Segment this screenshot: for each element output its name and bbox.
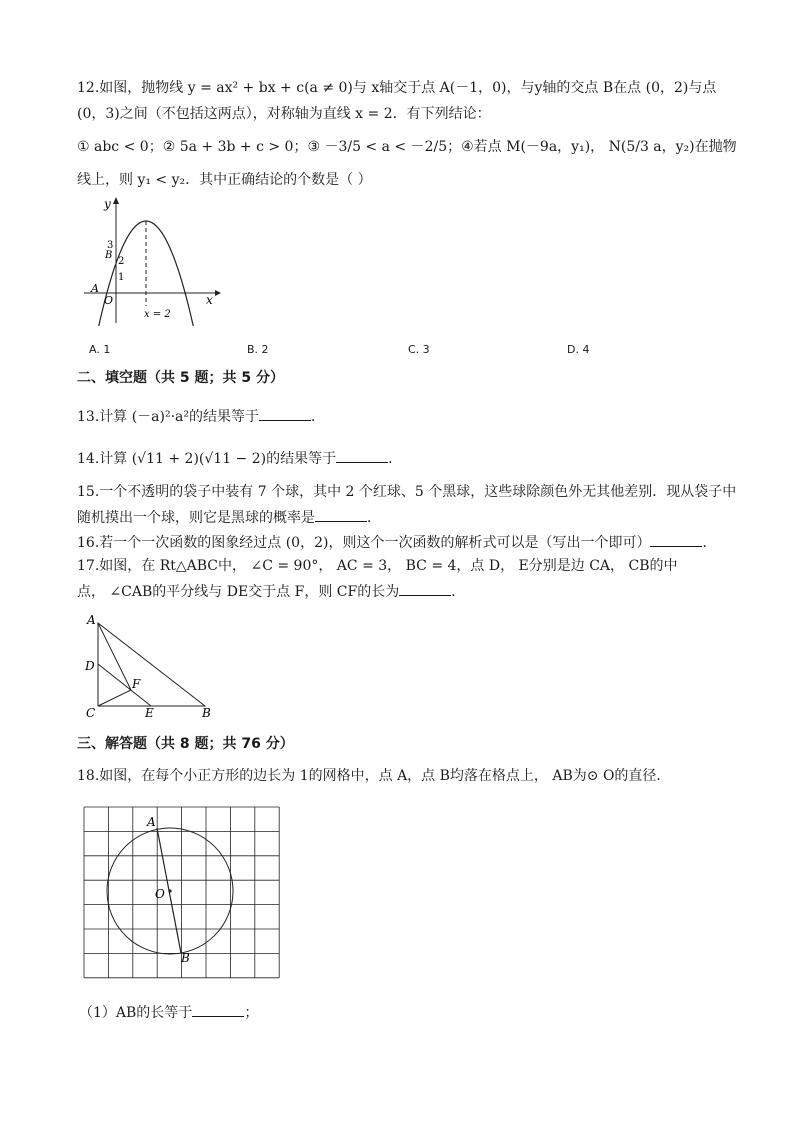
q18-sub1-text: （1）AB的长等于	[79, 1005, 193, 1021]
tick-3-label: 3	[107, 240, 114, 251]
q16-end: ．	[702, 535, 717, 551]
q17-end: ．	[451, 584, 466, 600]
tick-1-label: 1	[118, 272, 125, 283]
q12-line4: 线上，则 y₁ < y₂．其中正确结论的个数是（ ）	[77, 172, 372, 188]
q17-line2	[77, 581, 465, 602]
q13-answer-blank[interactable]	[259, 406, 311, 421]
point-b-label: B	[105, 250, 113, 261]
q18-text: 18.如图，在每个小正方形的边长为 1的网格中，点 A，点 B均落在格点上， AB为⊙ O的直径．	[77, 768, 671, 784]
q15-answer-blank[interactable]	[315, 507, 367, 522]
q16-text: 16.若一个一次函数的图象经过点 (0，2)，则这个一次函数的解析式可以是（写出一个即可）	[77, 535, 651, 551]
label-b: B	[181, 951, 190, 965]
q13-text: 13.计算 (－a)²·a²的结果等于	[77, 409, 260, 425]
q18-sub1	[79, 1002, 258, 1023]
q14-end: ．	[388, 451, 403, 467]
q12-parabola-graph	[82, 196, 222, 326]
q12-line2: (0，3)之间（不包括这两点），对称轴为直线 x = 2．有下列结论：	[77, 106, 491, 122]
q15-line1: 15.一个不透明的袋子中装有 7 个球，其中 2 个红球、5 个黑球，这些球除颜色外无其他差别．现从袋子中	[77, 484, 737, 500]
q13	[77, 406, 325, 427]
label-c: C	[86, 706, 96, 720]
tick-2-label: 2	[118, 256, 125, 267]
label-d: D	[85, 659, 95, 673]
q15-end: ．	[367, 510, 381, 526]
label-e: E	[145, 706, 154, 720]
q15-text: 随机摸出一个球，则它是黑球的概率是	[77, 510, 315, 526]
q14-text: 14.计算 (√11 + 2)(√11 − 2)的结果等于	[77, 451, 337, 467]
origin-label: O	[104, 294, 114, 307]
q17-line1: 17.如图，在 Rt△ABC中， ∠C = 90°， AC = 3， BC = 4，点 D， E分别是边 CA， CB的中	[77, 558, 678, 574]
label-a: A	[87, 613, 96, 627]
axis-of-symmetry-label: x = 2	[144, 309, 171, 320]
q15-line2	[77, 507, 381, 528]
q13-end: ．	[311, 409, 326, 425]
q16-answer-blank[interactable]	[650, 532, 702, 547]
section-3-title: 三、解答题（共 8 题；共 76 分）	[77, 736, 294, 752]
q17-triangle-figure	[78, 612, 218, 720]
q14	[77, 448, 402, 469]
x-axis-label: x	[206, 293, 213, 307]
q18-sub1-end: ；	[244, 1005, 259, 1021]
label-a: A	[147, 815, 156, 829]
y-axis-label: y	[104, 197, 111, 211]
q16	[77, 532, 716, 553]
q18-grid-figure	[83, 806, 283, 980]
q14-answer-blank[interactable]	[336, 448, 388, 463]
label-f: F	[132, 677, 141, 691]
section-2-title: 二、填空题（共 5 题；共 5 分）	[77, 370, 284, 386]
q17-text: 点， ∠CAB的平分线与 DE交于点 F，则 CF的长为	[77, 584, 400, 600]
q12-line1: 12.如图，抛物线 y = ax² + bx + c(a ≠ 0)与 x轴交于点 A(－1，0)，与y轴的交点 B在点 (0，2)与点	[77, 80, 717, 96]
q12-option-b[interactable]: B. 2	[247, 343, 269, 356]
q12-option-d[interactable]: D. 4	[567, 343, 590, 356]
label-b: B	[202, 706, 211, 720]
label-o: O	[155, 887, 165, 901]
q17-answer-blank[interactable]	[399, 581, 451, 596]
point-a-label: A	[91, 282, 99, 295]
q12-line3: ① abc < 0；② 5a + 3b + c > 0；③ －3/5 < a < －2/5；④若点 M(－9a，y₁)， N(5/3 a，y₂)在抛物	[77, 139, 737, 155]
q12-option-c[interactable]: C. 3	[408, 343, 430, 356]
q18-sub1-answer-blank[interactable]	[192, 1002, 244, 1017]
q12-option-a[interactable]: A. 1	[89, 343, 111, 356]
